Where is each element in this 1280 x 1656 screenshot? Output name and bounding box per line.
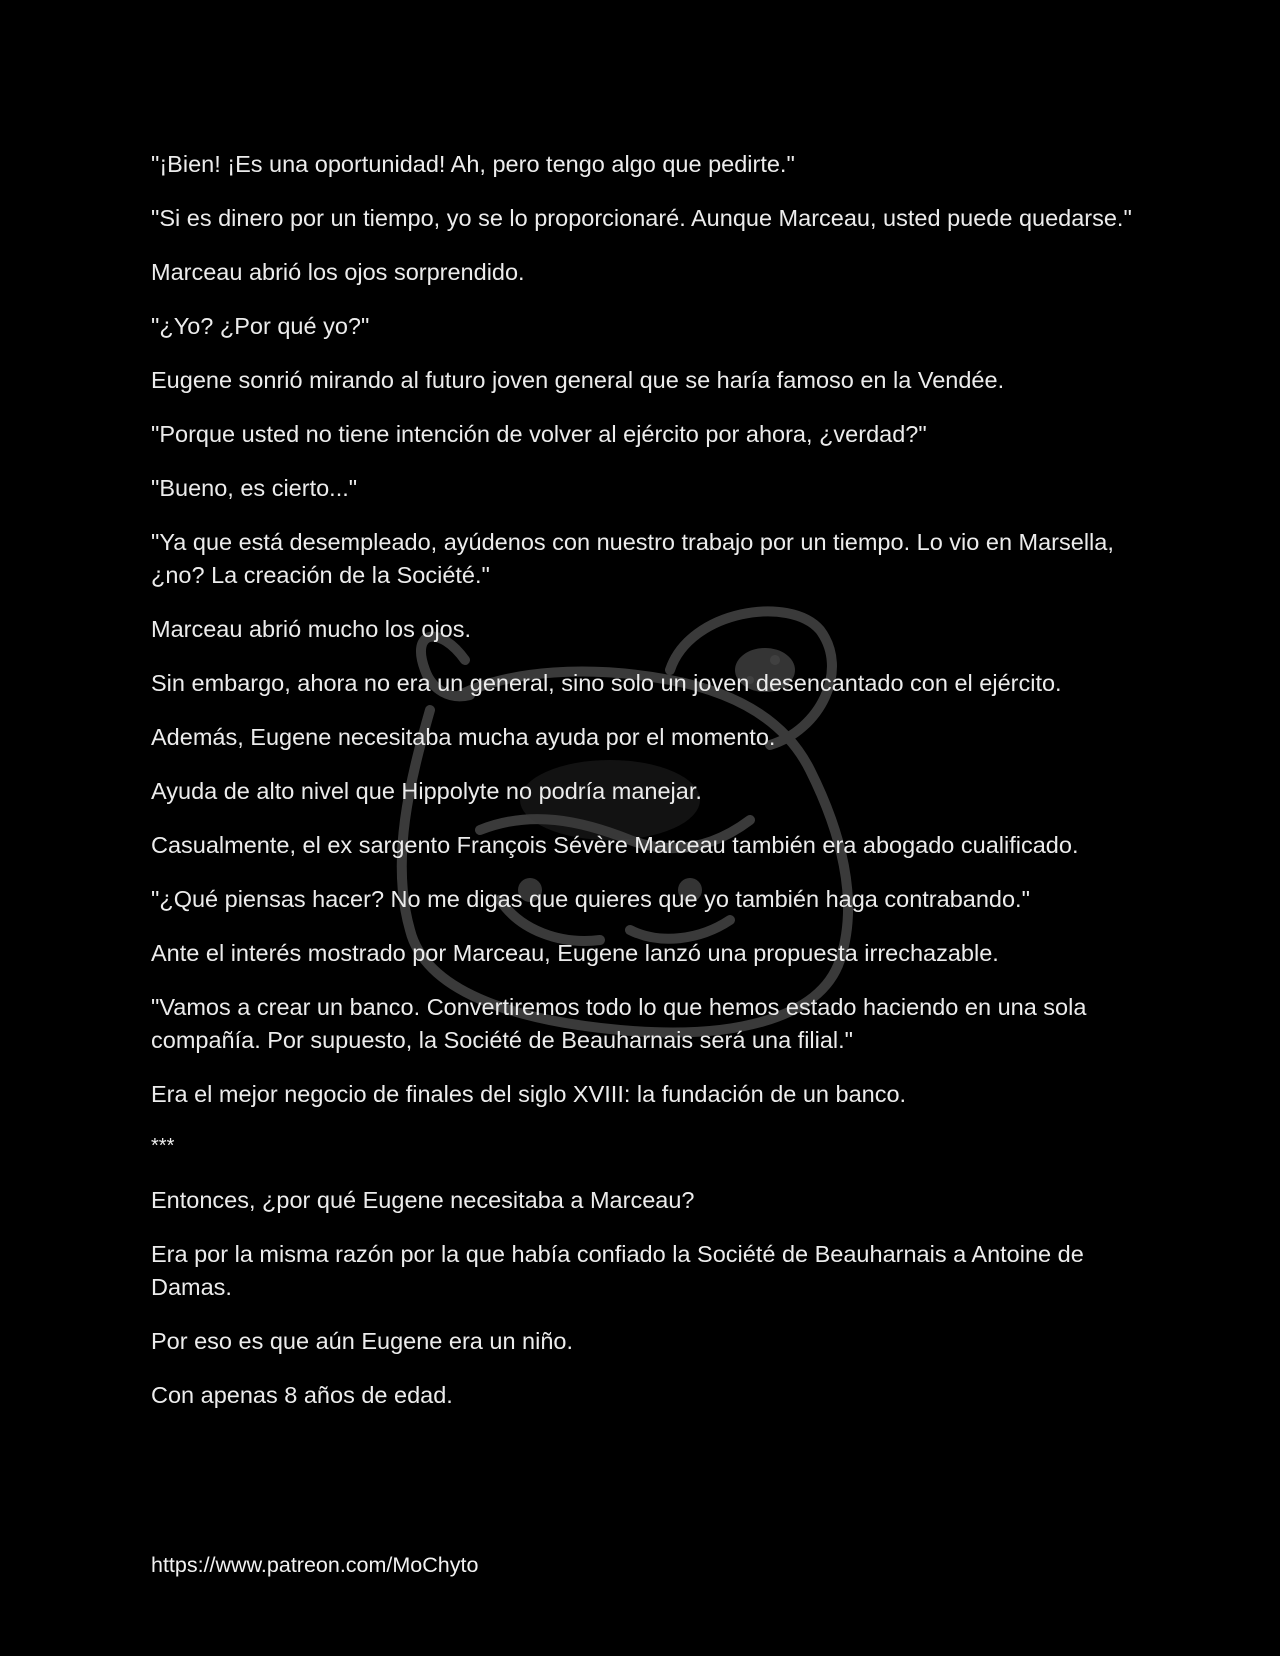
paragraph: "Si es dinero por un tiempo, yo se lo proporcionaré. Aunque Marceau, usted puede quedarse." (151, 205, 1132, 231)
paragraph: Además, Eugene necesitaba mucha ayuda por el momento. (151, 724, 776, 750)
paragraph: "Ya que está desempleado, ayúdenos con nuestro trabajo por un tiempo. Lo vio en Marsella, ¿no? La creación de la Société." (151, 529, 1114, 588)
paragraph: Marceau abrió los ojos sorprendido. (151, 259, 525, 285)
paragraph: Eugene sonrió mirando al futuro joven general que se haría famoso en la Vendée. (151, 367, 1005, 393)
paragraph: "Vamos a crear un banco. Convertiremos todo lo que hemos estado haciendo en una sola compañía. Por supuesto, la Société de Beauharnais será una filial." (151, 994, 1087, 1053)
paragraph: Por eso es que aún Eugene era un niño. (151, 1328, 574, 1354)
paragraph: Sin embargo, ahora no era un general, sino solo un joven desencantado con el ejército. (151, 670, 1062, 696)
paragraph: "¿Yo? ¿Por qué yo?" (151, 313, 370, 339)
paragraph: Entonces, ¿por qué Eugene necesitaba a Marceau? (151, 1187, 695, 1213)
paragraph: Marceau abrió mucho los ojos. (151, 616, 472, 642)
paragraph: "¡Bien! ¡Es una oportunidad! Ah, pero tengo algo que pedirte." (151, 151, 795, 177)
paragraph: Era por la misma razón por la que había confiado la Société de Beauharnais a Antoine de Damas. (151, 1241, 1084, 1300)
paragraph: Era el mejor negocio de finales del siglo XVIII: la fundación de un banco. (151, 1081, 907, 1107)
patreon-link[interactable]: https://www.patreon.com/MoChyto (151, 1553, 479, 1577)
paragraph: "Bueno, es cierto..." (151, 475, 358, 501)
paragraph: Ante el interés mostrado por Marceau, Eugene lanzó una propuesta irrechazable. (151, 940, 999, 966)
paragraph: Con apenas 8 años de edad. (151, 1382, 453, 1408)
paragraph: Ayuda de alto nivel que Hippolyte no podría manejar. (151, 778, 702, 804)
story-text (151, 148, 1151, 1433)
paragraph: Casualmente, el ex sargento François Sévère Marceau también era abogado cualificado. (151, 832, 1079, 858)
paragraph: "Porque usted no tiene intención de volver al ejército por ahora, ¿verdad?" (151, 421, 927, 447)
paragraph: "¿Qué piensas hacer? No me digas que quieres que yo también haga contrabando." (151, 886, 1030, 912)
section-separator: *** (151, 1135, 175, 1157)
